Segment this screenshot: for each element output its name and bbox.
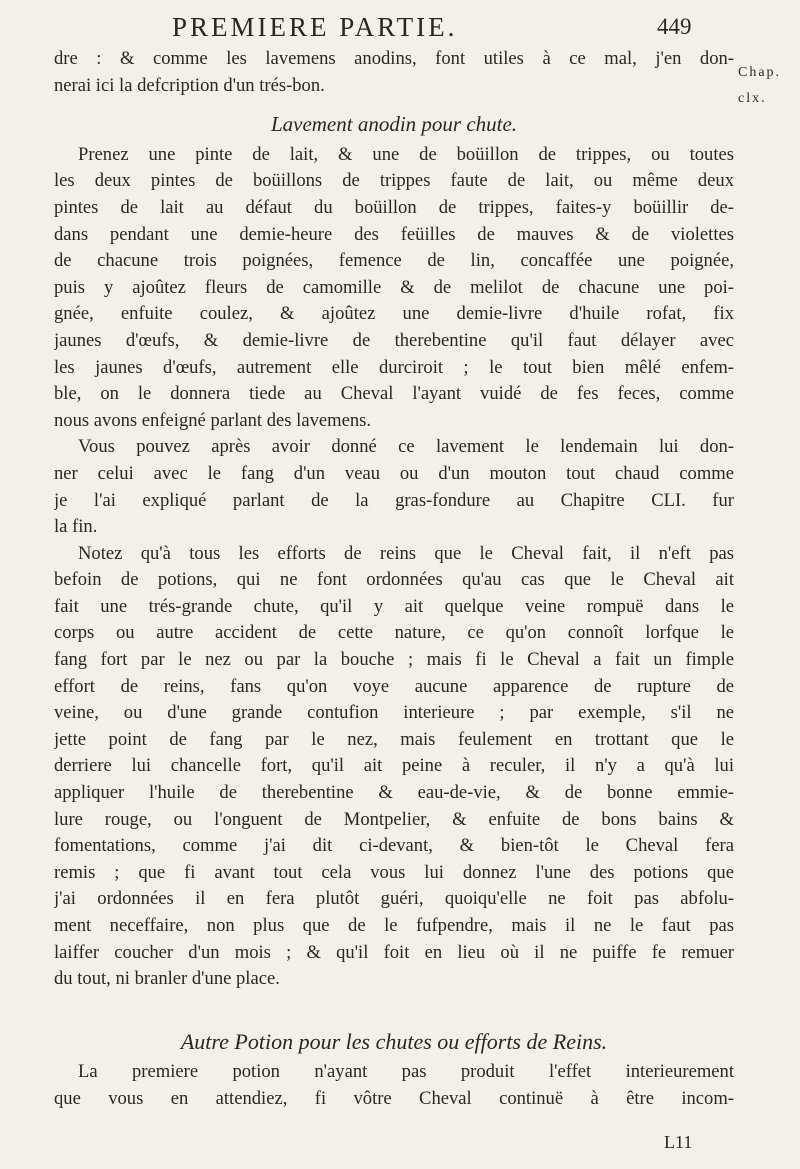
text-line: la fin.	[54, 516, 98, 538]
text-line: dans pendant une demie-heure des feüilles de mauves & de violettes	[54, 223, 734, 245]
text-line: gnée, enfuite coulez, & ajoûtez une demie-livre d'huile rofat, fix	[54, 303, 734, 325]
text-line: pintes de lait au défaut du boüillon de trippes, faites-y boüillir de-	[54, 196, 734, 218]
text-line: jaunes d'œufs, & demie-livre de therebentine qu'il faut délayer avec	[54, 329, 734, 351]
text-line: jette point de fang par le nez, mais feulement en trottant que le	[54, 728, 734, 750]
text-line: Notez qu'à tous les efforts de reins que le Cheval fait, il n'eft pas	[78, 542, 734, 564]
text-line: Prenez une pinte de lait, & une de boüillon de trippes, ou toutes	[78, 143, 734, 165]
text-line: lure rouge, ou l'onguent de Montpelier, & enfuite de bons bains &	[54, 808, 734, 830]
text-line: fomentations, comme j'ai dit ci-devant, & bien-tôt le Cheval fera	[54, 835, 734, 857]
text-line: ment neceffaire, non plus que de le fufpendre, mais il ne le faut pas	[54, 915, 734, 936]
text-line: de chacune trois poignées, femence de lin, concaffée une poignée,	[54, 250, 734, 272]
text-line: nerai ici la defcription d'un trés-bon.	[54, 74, 325, 96]
text-line: appliquer l'huile de therebentine & eau-de-vie, & de bonne emmie-	[54, 782, 734, 804]
margin-note-line: Chap.	[738, 65, 782, 80]
margin-chapter-note	[738, 60, 800, 112]
text-line: laiffer coucher d'un mois ; & qu'il foit en lieu où il ne puiffe fe remuer	[54, 941, 734, 963]
margin-note-line: clx.	[738, 91, 767, 106]
signature-mark: L11	[664, 1132, 693, 1152]
text-line: je l'ai expliqué parlant de la gras-fondure au Chapitre CLI. fur	[54, 489, 734, 511]
text-line: du tout, ni branler d'une place.	[54, 968, 280, 990]
text-line: ble, on le donnera tiede au Cheval l'ayant vuidé de fes feces, comme	[54, 383, 734, 405]
text-line: Vous pouvez après avoir donné ce lavement le lendemain lui don-	[78, 436, 734, 458]
text-line: fait une trés-grande chute, qu'il y ait quelque veine rompuë dans le	[54, 595, 734, 617]
page-body	[54, 46, 734, 1113]
text-line: derriere lui chancelle fort, qu'il ait peine à reculer, il n'y a qu'à lui	[54, 755, 734, 777]
section-heading: Autre Potion pour les chutes ou efforts de Reins.	[180, 1028, 608, 1054]
text-line: dre : & comme les lavemens anodins, font utiles à ce mal, j'en don-	[54, 48, 734, 69]
page-number: 449	[657, 14, 692, 39]
text-line: fang fort par le nez ou par la bouche ; mais fi le Cheval a fait un fimple	[54, 649, 734, 671]
text-line: corps ou autre accident de cette nature, ce qu'on connoît lorfque le	[54, 622, 734, 644]
text-line: remis ; que fi avant tout cela vous lui donnez l'une des potions que	[54, 861, 734, 883]
text-line: veine, ou d'une grande contufion interieure ; par exemple, s'il ne	[54, 702, 734, 724]
text-line: befoin de potions, qui ne font ordonnées qu'au cas que le Cheval ait	[54, 569, 734, 591]
text-line: effort de reins, fans qu'on voye aucune apparence de rupture de	[54, 675, 734, 697]
text-line: ner celui avec le fang d'un veau ou d'un mouton tout chaud comme	[54, 462, 734, 484]
running-title: PREMIERE PARTIE.	[172, 12, 458, 42]
text-line: les jaunes d'œufs, autrement elle durciroit ; le tout bien mêlé enfem-	[54, 356, 734, 378]
text-line: La premiere potion n'ayant pas produit l'effet interieurement	[78, 1061, 734, 1083]
text-line: nous avons enfeigné parlant des lavemens.	[54, 409, 372, 431]
text-line: puis y ajoûtez fleurs de camomille & de melilot de chacune une poi-	[54, 276, 734, 298]
section-heading: Lavement anodin pour chute.	[270, 112, 518, 137]
text-line: que vous en attendiez, fi vôtre Cheval continuë à être incom-	[54, 1087, 734, 1109]
text-line: les deux pintes de boüillons de trippes faute de lait, ou même deux	[54, 170, 734, 192]
text-line: j'ai ordonnées il en fera plutôt guéri, quoiqu'elle ne foit pas abfolu-	[54, 888, 734, 910]
